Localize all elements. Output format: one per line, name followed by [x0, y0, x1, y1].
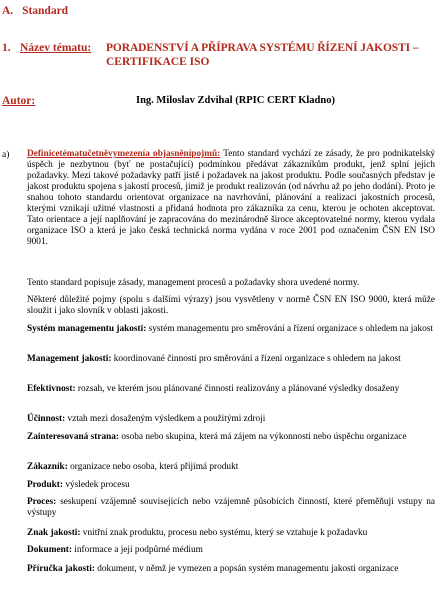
definition-term: Dokument: [27, 545, 72, 555]
definition-term: Příručka jakosti: [27, 564, 95, 574]
definition-item [27, 324, 435, 335]
definition-item [27, 462, 435, 473]
section-title: Standard [22, 5, 69, 17]
definition-text: organizace nebo osoba, která přijímá produkt [67, 462, 239, 472]
topic-number: 1. [2, 42, 11, 54]
definition-text: výsledek procesu [63, 480, 130, 490]
part-a-marker: a) [2, 150, 10, 160]
definition-term: Znak jakosti: [27, 528, 81, 538]
definition-text: vnitřní znak produktu, procesu nebo systému, který se vztahuje k požadavku [80, 528, 368, 538]
definition-term: Management jakosti: [27, 354, 112, 364]
definition-text: rozsah, ve kterém jsou plánované činnosti realizovány a plánované výsledky dosaženy [75, 384, 400, 394]
definition-item [27, 414, 435, 425]
definition-item [27, 497, 435, 519]
definition-term: Proces: [27, 497, 57, 507]
author-name: Ing. Miloslav Zdvihal (RPIC CERT Kladno) [136, 95, 335, 106]
definition-text: osoba nebo skupina, která má zájem na výkonnosti nebo úspěchu organizace [119, 432, 407, 442]
topic-title-line1: PORADENSTVÍ A PŘÍPRAVA SYSTÉMU ŘÍZENÍ JAKOSTI – [106, 42, 419, 54]
definition-item [27, 432, 435, 443]
definition-term: Zainteresovaná strana: [27, 432, 120, 442]
definition-text: seskupení vzájemně souvisejících nebo vzájemně působících činností, které přeměňují vstupy na výstupy [27, 497, 435, 518]
part-a-label: Definicetématučetněvymezenía objasněnípojmů: [27, 149, 221, 159]
part-a-intro-text: Tento standard vychází ze zásady, že pro podnikatelský úspěch je nezbytnou (byť ne postačující) podmínkou předávat zákazníkům produkt, jenž splní jejich požadavky. Mezi takové požadavky patří jistě i požadavek na jakost produktu. Podle současných představ je jakost produktu spojena s jakostí procesů, jimiž je produkt realizován (od návrhu až po jeho dodání). Proto je snahou tohoto standardu orientovat organizace na navrhování, plánování a realizaci jakostních procesů, kterými vznikají užitné vlastnosti a přidaná hodnota pro zákazníka za cenu, kterou je ochoten akceptovat. Tato orientace a její naplňování je zapracována do mezinárodně široce akceptovatelné normy, kterou vydala organizace ISO a která je jako česká technická norma vydána v roce 2001 pod označením ČSN EN ISO 9001. [27, 149, 436, 247]
definition-text: koordinované činnosti pro směrování a řízení organizace s ohledem na jakost [111, 354, 401, 364]
definition-item [27, 528, 435, 539]
topic-title-line2: CERTIFIKACE ISO [106, 56, 210, 68]
definition-item [27, 564, 435, 575]
definition-term: Produkt: [27, 480, 63, 490]
definition-term: Systém managementu jakosti: [27, 324, 147, 334]
definition-item [27, 480, 435, 491]
definition-item [27, 545, 435, 556]
definition-text: informace a její podpůrné médium [71, 545, 203, 555]
definition-term: Zákazník: [27, 462, 68, 472]
definition-text: dokument, v němž je vymezen a popsán systém managementu jakosti organizace [94, 564, 399, 574]
part-a-para3: Některé důležité pojmy (spolu s dalšími výrazy) jsou vysvětleny v normě ČSN EN ISO 9000, která může sloužit i jako slovník v oblasti jakosti. [27, 295, 435, 316]
section-letter: A. [2, 5, 14, 17]
definition-term: Efektivnost: [27, 384, 76, 394]
definition-term: Účinnost: [27, 414, 66, 424]
part-a-intro [27, 149, 435, 248]
author-label: Autor: [2, 95, 36, 107]
definition-item [27, 384, 435, 395]
definition-text: vztah mezi dosaženým výsledkem a použitými zdroji [65, 414, 266, 424]
definition-text: systém managementu pro směrování a řízení organizace s ohledem na jakost [146, 324, 433, 334]
part-a-para2: Tento standard popisuje zásady, management procesů a požadavky shora uvedené normy. [27, 278, 360, 288]
definition-item [27, 354, 435, 365]
topic-label: Název tématu: [20, 42, 92, 54]
section-heading [2, 5, 68, 17]
